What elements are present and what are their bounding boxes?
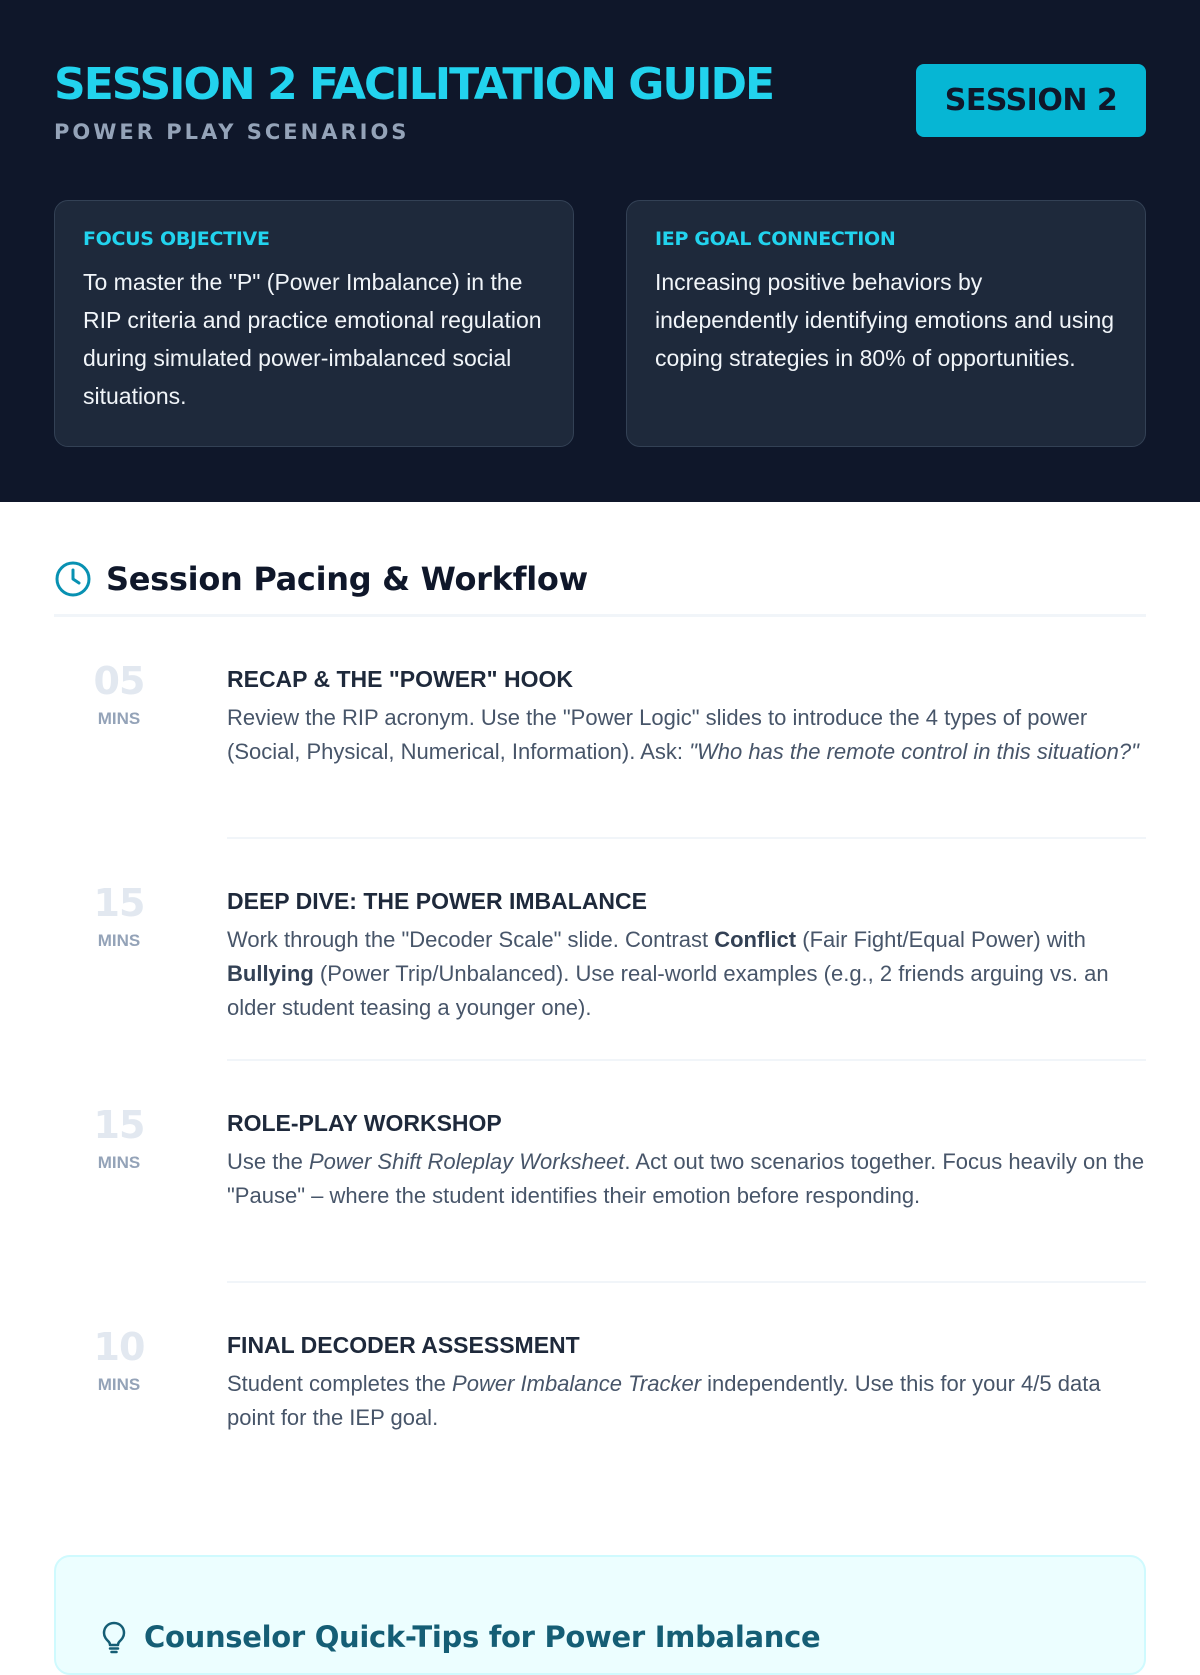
page-header: [0, 0, 1200, 502]
iep-goal-label: IEP GOAL CONNECTION: [655, 228, 896, 250]
step-duration: [54, 881, 227, 1061]
step-body: [227, 1325, 1146, 1505]
title-row: [54, 0, 1146, 200]
step-title: ROLE-PLAY WORKSHOP: [227, 1110, 502, 1136]
step-duration: [54, 1103, 227, 1283]
step-description: Work through the "Decoder Scale" slide. Contrast Conflict (Fair Fight/Equal Power) with Bullying (Power Trip/Unbalanced). Use real-world examples (e.g., 2 friends arguing vs. an older student teasing a younger one).: [227, 927, 1109, 1020]
section-title: Session Pacing & Workflow: [106, 560, 588, 598]
step-duration: [54, 659, 227, 839]
focus-objective-text: To master the "P" (Power Imbalance) in the RIP criteria and practice emotional regulation during simulated power-imbalanced social situations.: [83, 269, 542, 409]
step-minutes: 15: [93, 1103, 145, 1147]
page-title: SESSION 2 FACILITATION GUIDE: [54, 59, 774, 110]
step-unit: MINS: [97, 1375, 141, 1394]
step-item: [54, 1061, 1146, 1283]
step-title: RECAP & THE "POWER" HOOK: [227, 666, 573, 692]
objective-cards: [54, 200, 1146, 447]
step-body: [227, 881, 1146, 1061]
pacing-section: [0, 502, 1200, 1505]
step-item: [54, 617, 1146, 839]
iep-goal-card: [626, 200, 1146, 447]
clock-icon: [54, 560, 92, 598]
step-item: [54, 839, 1146, 1061]
iep-goal-text: Increasing positive behaviors by independently identifying emotions and using coping strategies in 80% of opportunities.: [655, 269, 1115, 371]
lightbulb-icon: [100, 1620, 128, 1654]
session-badge: SESSION 2: [916, 64, 1146, 137]
step-title: FINAL DECODER ASSESSMENT: [227, 1332, 580, 1358]
step-unit: MINS: [97, 709, 141, 728]
step-minutes: 05: [93, 659, 145, 703]
step-item: [54, 1283, 1146, 1505]
step-title: DEEP DIVE: THE POWER IMBALANCE: [227, 888, 647, 914]
step-description: Use the Power Shift Roleplay Worksheet. Act out two scenarios together. Focus heavily on the "Pause" – where the student identifies their emotion before responding.: [227, 1149, 1145, 1208]
step-description: Student completes the Power Imbalance Tracker independently. Use this for your 4/5 data point for the IEP goal.: [227, 1371, 1101, 1430]
pacing-steps: [54, 617, 1146, 1505]
page-subtitle: POWER PLAY SCENARIOS: [54, 120, 410, 144]
step-description: Review the RIP acronym. Use the "Power Logic" slides to introduce the 4 types of power (Social, Physical, Numerical, Information). Ask: "Who has the remote control in this situation?": [227, 705, 1139, 764]
step-minutes: 10: [93, 1325, 145, 1369]
step-unit: MINS: [97, 931, 141, 950]
focus-objective-card: [54, 200, 574, 447]
step-body: [227, 659, 1146, 839]
step-body: [227, 1103, 1146, 1283]
tips-title: Counselor Quick-Tips for Power Imbalance: [144, 1620, 821, 1654]
step-duration: [54, 1325, 227, 1505]
quick-tips-box: [54, 1555, 1146, 1675]
step-minutes: 15: [93, 881, 145, 925]
step-unit: MINS: [97, 1153, 141, 1172]
section-header: [54, 554, 1146, 604]
tips-header: [100, 1617, 820, 1657]
focus-objective-label: FOCUS OBJECTIVE: [83, 228, 270, 250]
